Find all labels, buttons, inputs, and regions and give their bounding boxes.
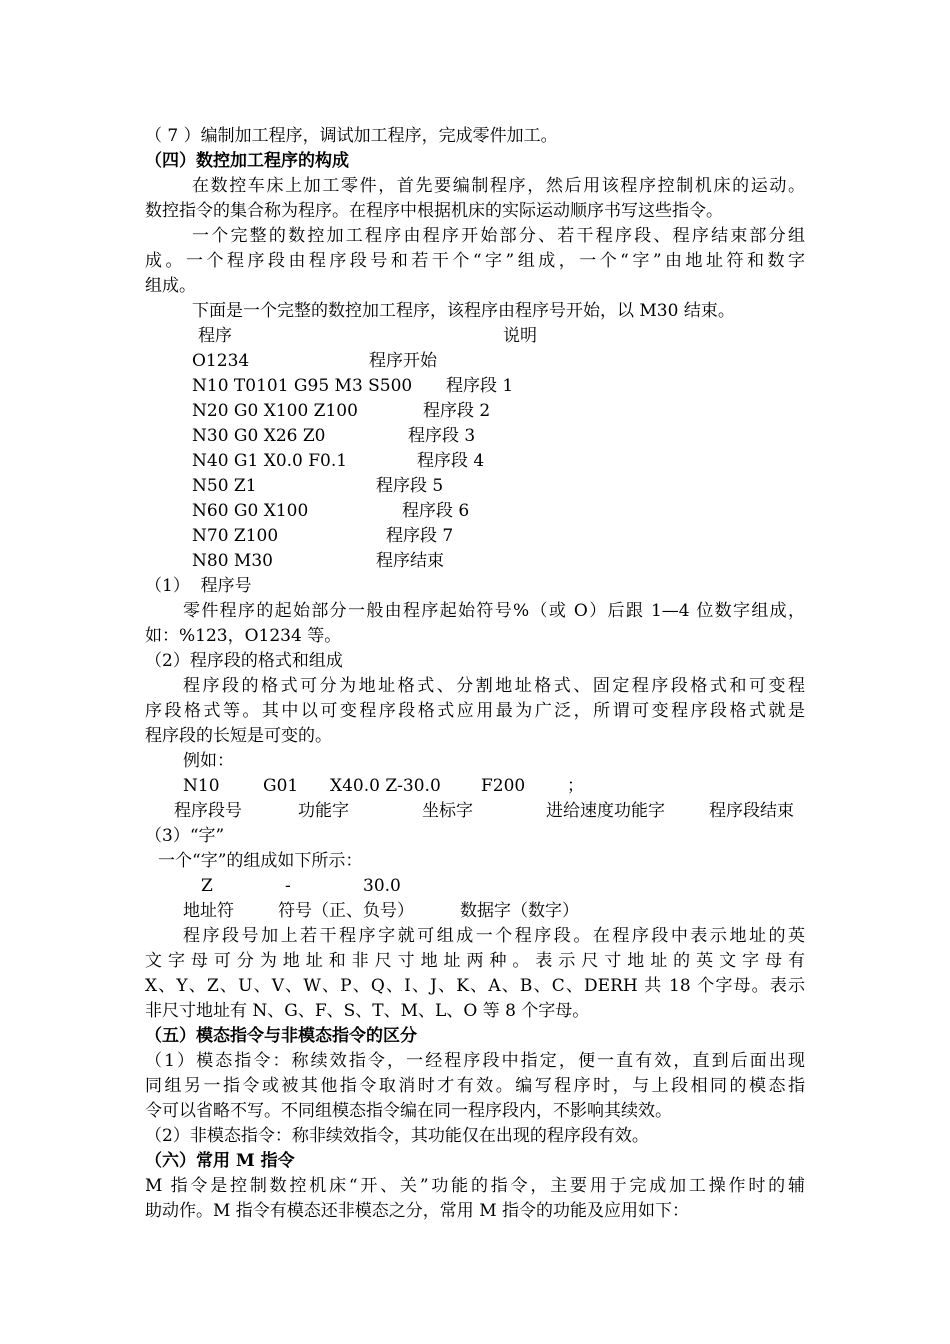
section-heading-4: （四）数控加工程序的构成 [145, 151, 349, 171]
program-code: N20 G0 X100 Z100 [192, 401, 358, 421]
program-code: N80 M30 [192, 551, 273, 571]
block-label: 功能字 [298, 801, 349, 821]
example-label: 例如： [183, 751, 234, 771]
paragraph-line: （1）模态指令：称续效指令，一经程序段中指定，便一直有效，直到后面出现 [145, 1051, 805, 1071]
program-code: N30 G0 X26 Z0 [192, 426, 326, 446]
program-code: N60 G0 X100 [192, 501, 309, 521]
paragraph-line: 下面是一个完整的数控加工程序，该程序由程序号开始，以 M30 结束。 [192, 301, 735, 321]
paragraph-line: 组成。 [145, 276, 196, 296]
subsection-2-title: （2）程序段的格式和组成 [145, 651, 343, 671]
paragraph-line: 如：%123，O1234 等。 [145, 626, 342, 646]
paragraph-line: 程序段的格式可分为地址格式、分割地址格式、固定程序段格式和可变程 [183, 676, 805, 696]
program-code: O1234 [192, 351, 250, 371]
program-desc: 程序段 5 [376, 476, 444, 496]
paragraph-line: 程序段号加上若干程序字就可组成一个程序段。在程序段中表示地址的英 [183, 926, 805, 946]
paragraph-line: 一个“字”的组成如下所示： [158, 851, 363, 871]
program-code: N50 Z1 [192, 476, 257, 496]
paragraph-line: 一个完整的数控加工程序由程序开始部分、若干程序段、程序结束部分组 [192, 226, 805, 246]
program-desc: 程序段 1 [446, 376, 514, 396]
section-heading-5: （五）模态指令与非模态指令的区分 [145, 1026, 417, 1046]
paragraph-line: M 指令是控制数控机床“开、关”功能的指令，主要用于完成加工操作时的辅 [145, 1176, 805, 1196]
program-desc: 程序结束 [376, 551, 444, 571]
paragraph-line: 非尺寸地址有 N、G、F、S、T、M、L、O 等 8 个字母。 [145, 1001, 590, 1021]
block-label: 坐标字 [422, 801, 473, 821]
paragraph-line: 成。一个程序段由程序段号和若干个“字”组成，一个“字”由地址符和数字 [145, 251, 805, 271]
paragraph-line: 序段格式等。其中以可变程序段格式应用最为广泛，所谓可变程序段格式就是 [145, 701, 805, 721]
program-code: N40 G1 X0.0 F0.1 [192, 451, 348, 471]
paragraph-line: X、Y、Z、U、V、W、P、Q、I、J、K、A、B、C、DERH 共 18 个字母。表示 [145, 976, 805, 996]
program-desc: 程序开始 [369, 351, 437, 371]
program-code: N70 Z100 [192, 526, 279, 546]
subsection-3-title: （3）“字” [145, 826, 225, 846]
block-label: 进给速度功能字 [546, 801, 665, 821]
paragraph-line: 文字母可分为地址和非尺寸地址两种。表示尺寸地址的英文字母有 [145, 951, 805, 971]
paragraph-line: 同组另一指令或被其他指令取消时才有效。编写程序时，与上段相同的模态指 [145, 1076, 805, 1096]
step-7-line: （ 7 ）编制加工程序，调试加工程序，完成零件加工。 [145, 126, 558, 146]
word-label: 符号（正、负号） [278, 901, 414, 921]
paragraph-line: 在数控车床上加工零件，首先要编制程序，然后用该程序控制机床的运动。 [192, 176, 805, 196]
paragraph-line: 零件程序的起始部分一般由程序起始符号%（或 O）后跟 1—4 位数字组成， [183, 601, 805, 621]
word-part: - [285, 876, 291, 896]
block-part: X40.0 Z-30.0 [330, 776, 441, 796]
block-part: G01 [263, 776, 299, 796]
section-heading-6: （六）常用 M 指令 [145, 1151, 295, 1171]
program-desc: 程序段 2 [423, 401, 491, 421]
word-label: 地址符 [183, 901, 234, 921]
paragraph-line: 令可以省略不写。不同组模态指令编在同一程序段内，不影响其续效。 [145, 1101, 672, 1121]
subsection-1-title: （1） 程序号 [145, 576, 252, 596]
program-desc: 程序段 7 [386, 526, 454, 546]
paragraph-line: 助动作。M 指令有模态还非模态之分，常用 M 指令的功能及应用如下： [145, 1201, 690, 1221]
block-label: 程序段结束 [709, 801, 794, 821]
program-desc: 程序段 3 [408, 426, 476, 446]
program-code: N10 T0101 G95 M3 S500 [192, 376, 413, 396]
block-part: F200 [481, 776, 526, 796]
block-part: N10 [183, 776, 220, 796]
paragraph-line: 数控指令的集合称为程序。在程序中根据机床的实际运动顺序书写这些指令。 [145, 201, 723, 221]
word-part: 30.0 [363, 876, 401, 896]
program-desc: 程序段 4 [417, 451, 485, 471]
block-part: ； [567, 776, 584, 796]
description-header: 说明 [503, 326, 537, 346]
program-desc: 程序段 6 [402, 501, 470, 521]
word-part: Z [201, 876, 213, 896]
paragraph-line: 程序段的长短是可变的。 [145, 726, 332, 746]
word-label: 数据字（数字） [460, 901, 579, 921]
block-label: 程序段号 [174, 801, 242, 821]
paragraph-line: （2）非模态指令：称非续效指令，其功能仅在出现的程序段有效。 [145, 1126, 649, 1146]
program-header: 程序 [198, 326, 232, 346]
